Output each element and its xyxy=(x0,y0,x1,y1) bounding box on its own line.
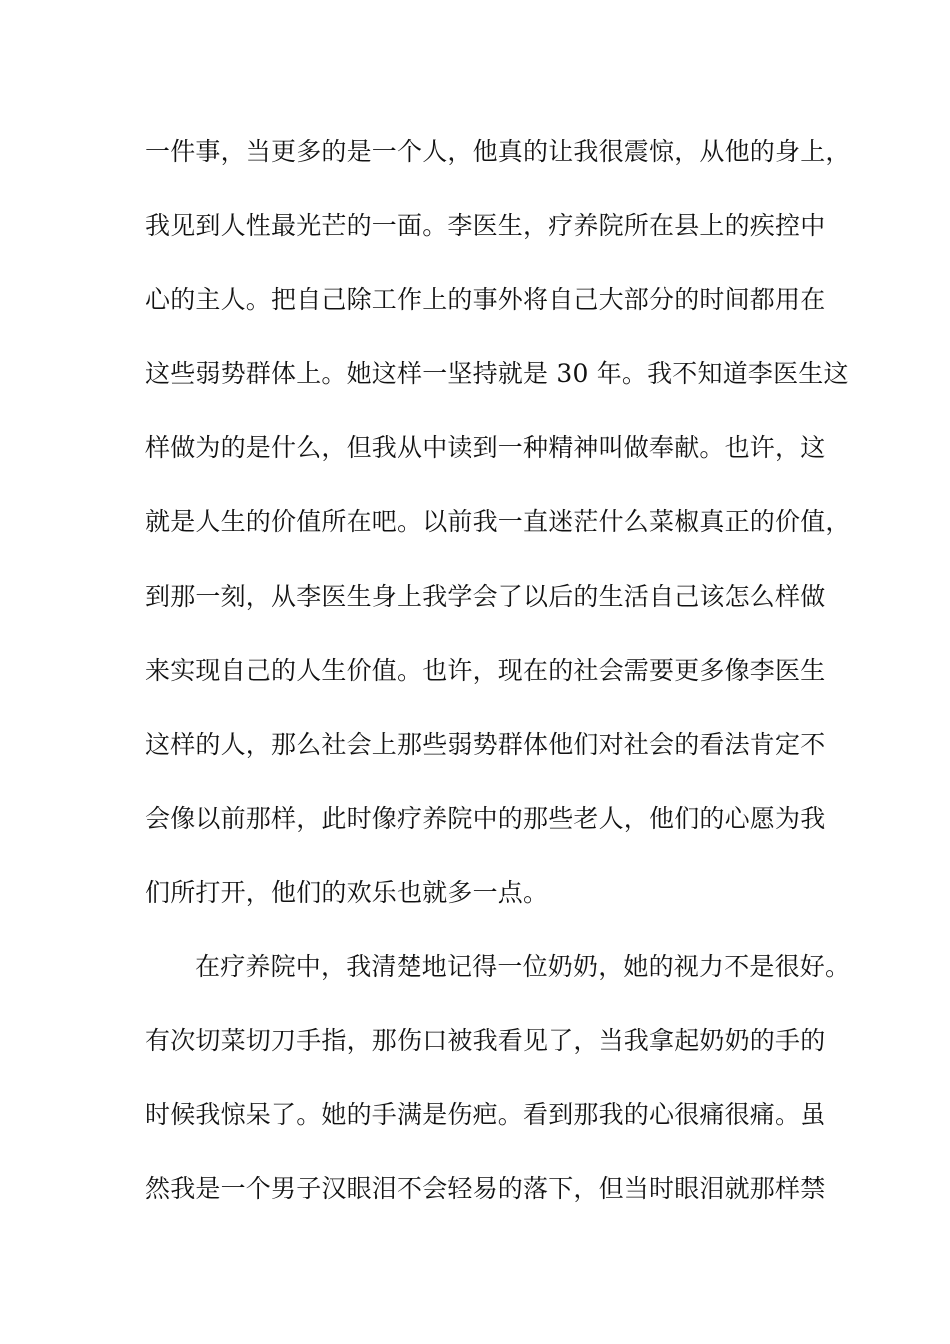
text-line: 有次切菜切刀手指，那伤口被我看见了，当我拿起奶奶的手的 xyxy=(145,1026,826,1055)
text-line: 时候我惊呆了。她的手满是伤疤。看到那我的心很痛很痛。虽 xyxy=(145,1100,826,1129)
text-line: 样做为的是什么，但我从中读到一种精神叫做奉献。也许，这 xyxy=(145,433,826,462)
text-line: 这些弱势群体上。她这样一坚持就是 30 年。我不知道李医生这 xyxy=(145,359,849,388)
text-line: 就是人生的价值所在吧。以前我一直迷茫什么菜椒真正的价值， xyxy=(145,507,851,536)
text-line: 心的主人。把自己除工作上的事外将自己大部分的时间都用在 xyxy=(145,285,826,314)
text-line: 到那一刻，从李医生身上我学会了以后的生活自己该怎么样做 xyxy=(145,582,826,611)
paragraph-first-line: 在疗养院中，我清楚地记得一位奶奶，她的视力不是很好。 xyxy=(195,952,851,981)
text-line: 一件事，当更多的是一个人，他真的让我很震惊，从他的身上， xyxy=(145,137,851,166)
text-line: 来实现自己的人生价值。也许，现在的社会需要更多像李医生 xyxy=(145,656,826,685)
text-line: 我见到人性最光芒的一面。李医生，疗养院所在县上的疾控中 xyxy=(145,211,826,240)
text-line: 们所打开，他们的欢乐也就多一点。 xyxy=(145,878,549,907)
text-line: 会像以前那样，此时像疗养院中的那些老人，他们的心愿为我 xyxy=(145,804,826,833)
text-line: 然我是一个男子汉眼泪不会轻易的落下，但当时眼泪就那样禁 xyxy=(145,1174,826,1203)
text-line: 这样的人，那么社会上那些弱势群体他们对社会的看法肯定不 xyxy=(145,730,826,759)
